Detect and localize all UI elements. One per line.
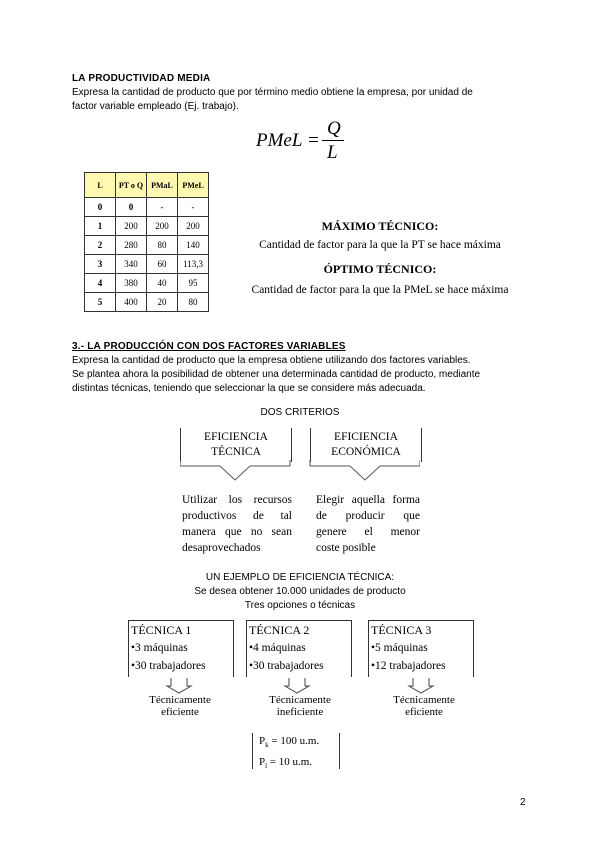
table-cell: 95 [178,274,209,293]
table-cell: - [178,198,209,217]
table-cell: 80 [147,236,178,255]
tecnica-2-trabajadores: •30 trabajadores [249,660,324,672]
section1-line2: factor variable empleado (Ej. trabajo). [72,101,239,112]
price-l [259,754,339,775]
down-arrow-icon [310,460,420,480]
eficiencia-economica-desc [316,492,420,556]
tecnica-1-trabajadores: •30 trabajadores [131,660,206,672]
section1-line1: Expresa la cantidad de producto que por término medio obtiene la empresa, por unidad de [72,87,473,98]
table-cell: 5 [85,293,116,312]
desc-line: manera que no sean [182,526,292,538]
result-line: eficiente [405,706,443,718]
tecnica-2-maquinas: •4 máquinas [249,642,306,654]
tecnica-1-maquinas: •3 máquinas [131,642,188,654]
down-arrow-icon [180,460,290,480]
tecnica-3-maquinas: •5 máquinas [371,642,428,654]
section-title-dos-factores: 3.- LA PRODUCCIÓN CON DOS FACTORES VARIABLES [72,341,346,352]
table-cell: 0 [116,198,147,217]
table-row [85,217,209,236]
page-number: 2 [520,797,526,808]
table-row [85,255,209,274]
eficiencia-economica-line2: ECONÓMICA [331,446,401,458]
tecnica-1-box [128,620,234,677]
section-title-productividad: LA PRODUCTIVIDAD MEDIA [72,73,211,84]
down-arrow-icon [167,678,191,693]
criterios-arrows [180,460,420,486]
tecnica-1-name: TÉCNICA 1 [131,623,192,637]
table-header-row [85,173,209,198]
prices-box [252,733,340,769]
table-row [85,236,209,255]
eficiencia-tecnica-desc [182,492,292,556]
table-cell: 80 [178,293,209,312]
section3-line1: Expresa la cantidad de producto que la empresa obtiene utilizando dos factores variables. [72,355,471,366]
table-cell: 200 [178,217,209,236]
price-l-subscript: l [265,762,268,771]
desc-line: productivos de tal [182,510,292,522]
desc-line: genere el menor [316,526,420,538]
desc-line: Elegir aquella forma [316,494,420,506]
desc-line: coste posible [316,542,376,554]
result-line: Técnicamente [393,694,455,706]
tecnica-3-result [368,694,480,718]
desc-line: de producir que [316,510,420,522]
header-cell: L [85,173,116,198]
down-arrow-icon [285,678,309,693]
price-k-subscript: k [265,741,269,750]
tecnicas-arrows [165,678,445,694]
optimo-tecnico-text: Cantidad de factor para la que la PMeL se hace máxima [251,284,509,296]
formula-denominator: L [327,142,338,163]
header-cell: PMeL [178,173,209,198]
ejemplo-line2: Tres opciones o técnicas [244,600,356,611]
tecnica-3-box [368,620,474,677]
header-cell: PT o Q [116,173,147,198]
eficiencia-tecnica-line1: EFICIENCIA [204,431,268,443]
eficiencia-economica-box [310,428,422,462]
table-row [85,293,209,312]
down-arrow-icon [409,678,433,693]
table-cell: 60 [147,255,178,274]
tecnica-3-name: TÉCNICA 3 [371,623,432,637]
eficiencia-economica-line1: EFICIENCIA [334,431,398,443]
dos-criterios-title: DOS CRITERIOS [260,407,340,418]
table-cell: - [147,198,178,217]
price-l-symbol: P [259,756,266,769]
table-cell: 200 [116,217,147,236]
price-k-symbol: P [259,735,266,747]
table-cell: 20 [147,293,178,312]
table-cell: 1 [85,217,116,236]
tecnica-2-box [246,620,352,677]
eficiencia-tecnica-box [180,428,292,462]
ejemplo-line1: Se desea obtener 10.000 unidades de producto [194,586,406,597]
result-line: eficiente [161,706,199,718]
tecnica-2-name: TÉCNICA 2 [249,623,310,637]
section3-paragraph [72,354,542,396]
price-k [259,733,339,754]
section3-line2: Se plantea ahora la posibilidad de obtener una determinada cantidad de producto, mediante [72,369,481,380]
formula-numerator: Q [327,118,341,139]
table-cell: 40 [147,274,178,293]
maximo-tecnico-text: Cantidad de factor para la que la PT se hace máxima [259,239,501,251]
tecnica-3-trabajadores: •12 trabajadores [371,660,446,672]
table-cell: 0 [85,198,116,217]
table-cell: 400 [116,293,147,312]
table-cell: 200 [147,217,178,236]
productivity-table [84,172,209,312]
optimo-tecnico-title: ÓPTIMO TÉCNICO: [323,262,437,276]
table-cell: 140 [178,236,209,255]
desc-line: Utilizar los recursos [182,494,292,506]
section1-paragraph [72,86,542,114]
price-k-value: = 100 u.m. [268,735,320,747]
result-line: Técnicamente [269,694,331,706]
desc-line: desaprovechados [182,542,261,554]
table-row [85,274,209,293]
ejemplo-title: UN EJEMPLO DE EFICIENCIA TÉCNICA: [205,572,395,583]
formula-fraction-bar [322,140,344,141]
formula-lhs: PMeL = [256,130,320,151]
maximo-tecnico-title: MÁXIMO TÉCNICO: [321,219,439,233]
result-line: Técnicamente [149,694,211,706]
table-cell: 280 [116,236,147,255]
table-cell: 4 [85,274,116,293]
header-cell: PMaL [147,173,178,198]
table-cell: 113,3 [178,255,209,274]
result-line: ineficiente [276,706,324,718]
table-cell: 3 [85,255,116,274]
price-l-value: = 10 u.m. [267,756,313,769]
table-cell: 2 [85,236,116,255]
tecnica-2-result [244,694,356,718]
section3-line3: distintas técnicas, teniendo que seleccionar la que se considere más adecuada. [72,383,426,394]
table-cell: 380 [116,274,147,293]
table-cell: 340 [116,255,147,274]
tecnica-1-result [124,694,236,718]
table-row [85,198,209,217]
eficiencia-tecnica-line2: TÉCNICA [211,446,261,458]
